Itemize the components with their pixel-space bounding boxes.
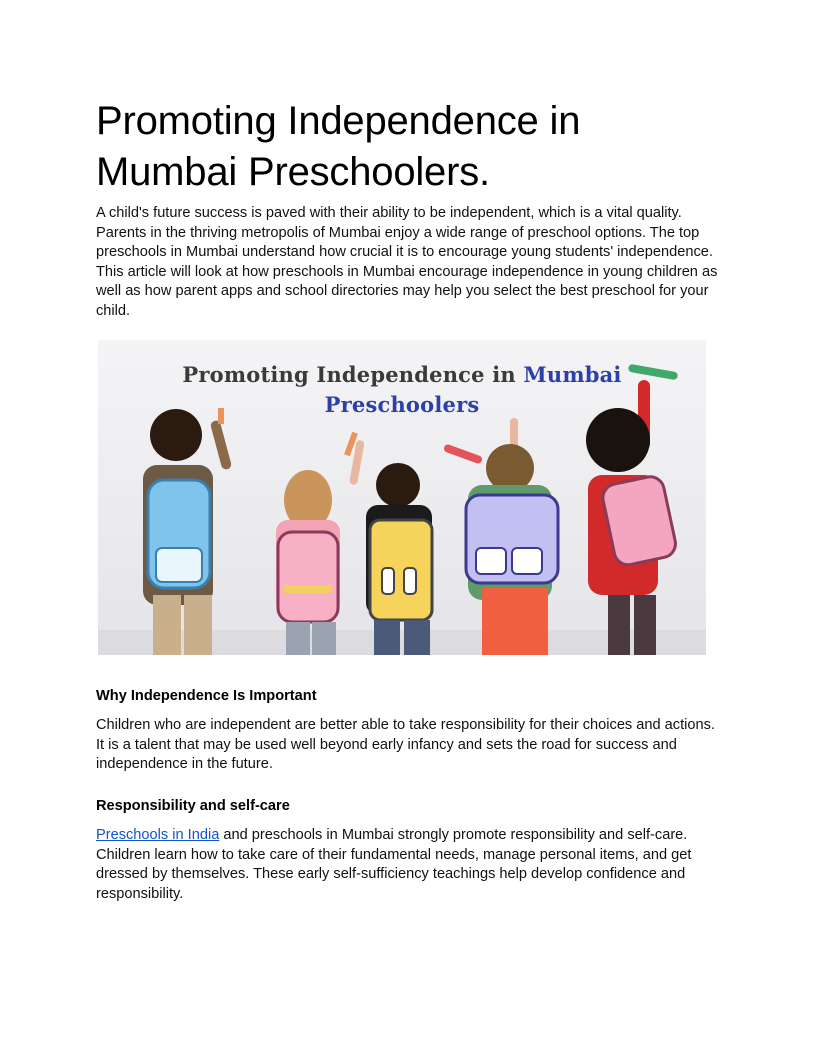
page-title: Promoting Independence in Mumbai Preschoolers. [96,99,581,194]
document-body [96,96,720,322]
child-1 [143,408,232,655]
hero-title-part1: Promoting Independence in [182,362,524,387]
hero-title [98,360,706,420]
hero-title-line2: Preschoolers [324,392,480,417]
hero-image [98,340,706,655]
section-body: Children who are independent are better able to take responsibility for their choices and actions. It is a talent that may be used well beyond early infancy and sets the road for success and independence in the future. [96,717,715,773]
section-heading: Why Independence Is Important [96,688,317,704]
section-why-independence [96,686,722,775]
preschools-in-india-link[interactable]: Preschools in India [96,827,220,843]
section-body-text: and preschools in Mumbai strongly promote responsibility and self-care. Children learn how to take care of their fundamental needs, manage personal items, and get dressed by themselves. These early self-sufficiency teachings help develop confidence and responsibility. [96,827,692,902]
hero-title-accent: Mumbai [523,362,622,387]
section-responsibility [96,796,722,904]
intro-paragraph: A child's future success is paved with their ability to be independent, which is a vital quality. Parents in the thriving metropolis of Mumbai enjoy a wide range of preschool options. The top preschools in Mumbai understand how crucial it is to encourage young students' independence. This article will look at how preschools in Mumbai encourage independence in young children as well as how parent apps and school directories may help you select the best preschool for your child. [96,205,718,319]
section-body [96,826,722,904]
child-4 [466,418,558,655]
section-heading: Responsibility and self-care [96,798,290,814]
child-2 [276,432,365,655]
